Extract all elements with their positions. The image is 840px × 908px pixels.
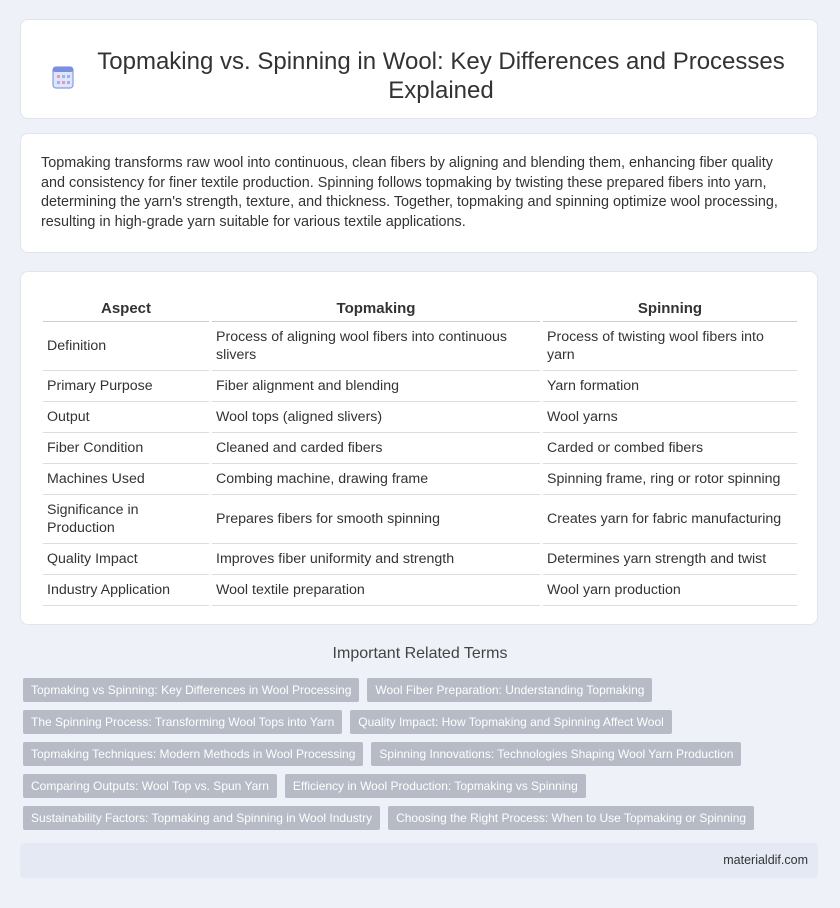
header-card (20, 19, 818, 119)
cell-aspect: Industry Application (43, 575, 209, 606)
related-term-tag[interactable]: Wool Fiber Preparation: Understanding Topmaking (367, 678, 652, 702)
cell-spinning: Wool yarns (543, 402, 797, 433)
cell-aspect: Primary Purpose (43, 371, 209, 402)
header-spinning: Spinning (543, 296, 797, 322)
cell-aspect: Quality Impact (43, 544, 209, 575)
related-term-tag[interactable]: Spinning Innovations: Technologies Shaping Wool Yarn Production (371, 742, 741, 766)
table-row (43, 575, 797, 606)
related-terms-heading: Important Related Terms (332, 645, 508, 662)
cell-topmaking: Process of aligning wool fibers into continuous slivers (212, 322, 540, 371)
cell-aspect: Definition (43, 322, 209, 371)
table-row (43, 371, 797, 402)
related-term-tag[interactable]: The Spinning Process: Transforming Wool Tops into Yarn (23, 710, 342, 734)
table-row (43, 495, 797, 544)
comparison-card (20, 271, 818, 625)
cell-spinning: Carded or combed fibers (543, 433, 797, 464)
table-row (43, 433, 797, 464)
cell-aspect: Machines Used (43, 464, 209, 495)
cell-topmaking: Cleaned and carded fibers (212, 433, 540, 464)
related-term-tag[interactable]: Efficiency in Wool Production: Topmaking vs Spinning (285, 774, 586, 798)
cell-spinning: Spinning frame, ring or rotor spinning (543, 464, 797, 495)
related-term-tag[interactable]: Topmaking Techniques: Modern Methods in Wool Processing (23, 742, 363, 766)
related-term-tag[interactable]: Topmaking vs Spinning: Key Differences in Wool Processing (23, 678, 359, 702)
tag-row (23, 710, 823, 734)
cell-topmaking: Prepares fibers for smooth spinning (212, 495, 540, 544)
cell-aspect: Significance in Production (43, 495, 209, 544)
cell-topmaking: Wool tops (aligned slivers) (212, 402, 540, 433)
header-aspect: Aspect (43, 296, 209, 322)
cell-spinning: Wool yarn production (543, 575, 797, 606)
related-term-tag[interactable]: Choosing the Right Process: When to Use Topmaking or Spinning (388, 806, 754, 830)
related-term-tag[interactable]: Sustainability Factors: Topmaking and Spinning in Wool Industry (23, 806, 380, 830)
related-term-tag[interactable]: Quality Impact: How Topmaking and Spinning Affect Wool (350, 710, 672, 734)
cell-topmaking: Wool textile preparation (212, 575, 540, 606)
cell-topmaking: Combing machine, drawing frame (212, 464, 540, 495)
cell-topmaking: Improves fiber uniformity and strength (212, 544, 540, 575)
cell-aspect: Output (43, 402, 209, 433)
table-row (43, 544, 797, 575)
header-topmaking: Topmaking (212, 296, 540, 322)
table-row (43, 402, 797, 433)
table-header-row (43, 296, 797, 322)
intro-card (20, 133, 818, 253)
document-icon (52, 65, 74, 89)
cell-aspect: Fiber Condition (43, 433, 209, 464)
cell-spinning: Process of twisting wool fibers into yarn (543, 322, 797, 371)
table-row (43, 322, 797, 371)
cell-spinning: Yarn formation (543, 371, 797, 402)
table-row (43, 464, 797, 495)
intro-paragraph: Topmaking transforms raw wool into continuous, clean fibers by aligning and blending them, enhancing fiber quality and consistency for finer textile production. Spinning follows topmaking by twisting these prepared fibers into yarn, determining the yarn's strength, texture, and thickness. Together, topmaking and spinning optimize wool processing, resulting in high-grade yarn suitable for various textile applications. (41, 155, 778, 230)
footer-site-link[interactable]: materialdif.com (723, 853, 808, 867)
comparison-table (40, 296, 800, 606)
cell-spinning: Creates yarn for fabric manufacturing (543, 495, 797, 544)
cell-spinning: Determines yarn strength and twist (543, 544, 797, 575)
related-term-tag[interactable]: Comparing Outputs: Wool Top vs. Spun Yarn (23, 774, 277, 798)
tag-row (23, 742, 823, 766)
tag-row (23, 678, 823, 702)
tag-row (23, 774, 823, 798)
tag-row (23, 806, 823, 830)
page-title: Topmaking vs. Spinning in Wool: Key Differences and Processes Explained (97, 48, 785, 104)
cell-topmaking: Fiber alignment and blending (212, 371, 540, 402)
related-terms-list (23, 678, 823, 838)
footer (20, 843, 818, 878)
